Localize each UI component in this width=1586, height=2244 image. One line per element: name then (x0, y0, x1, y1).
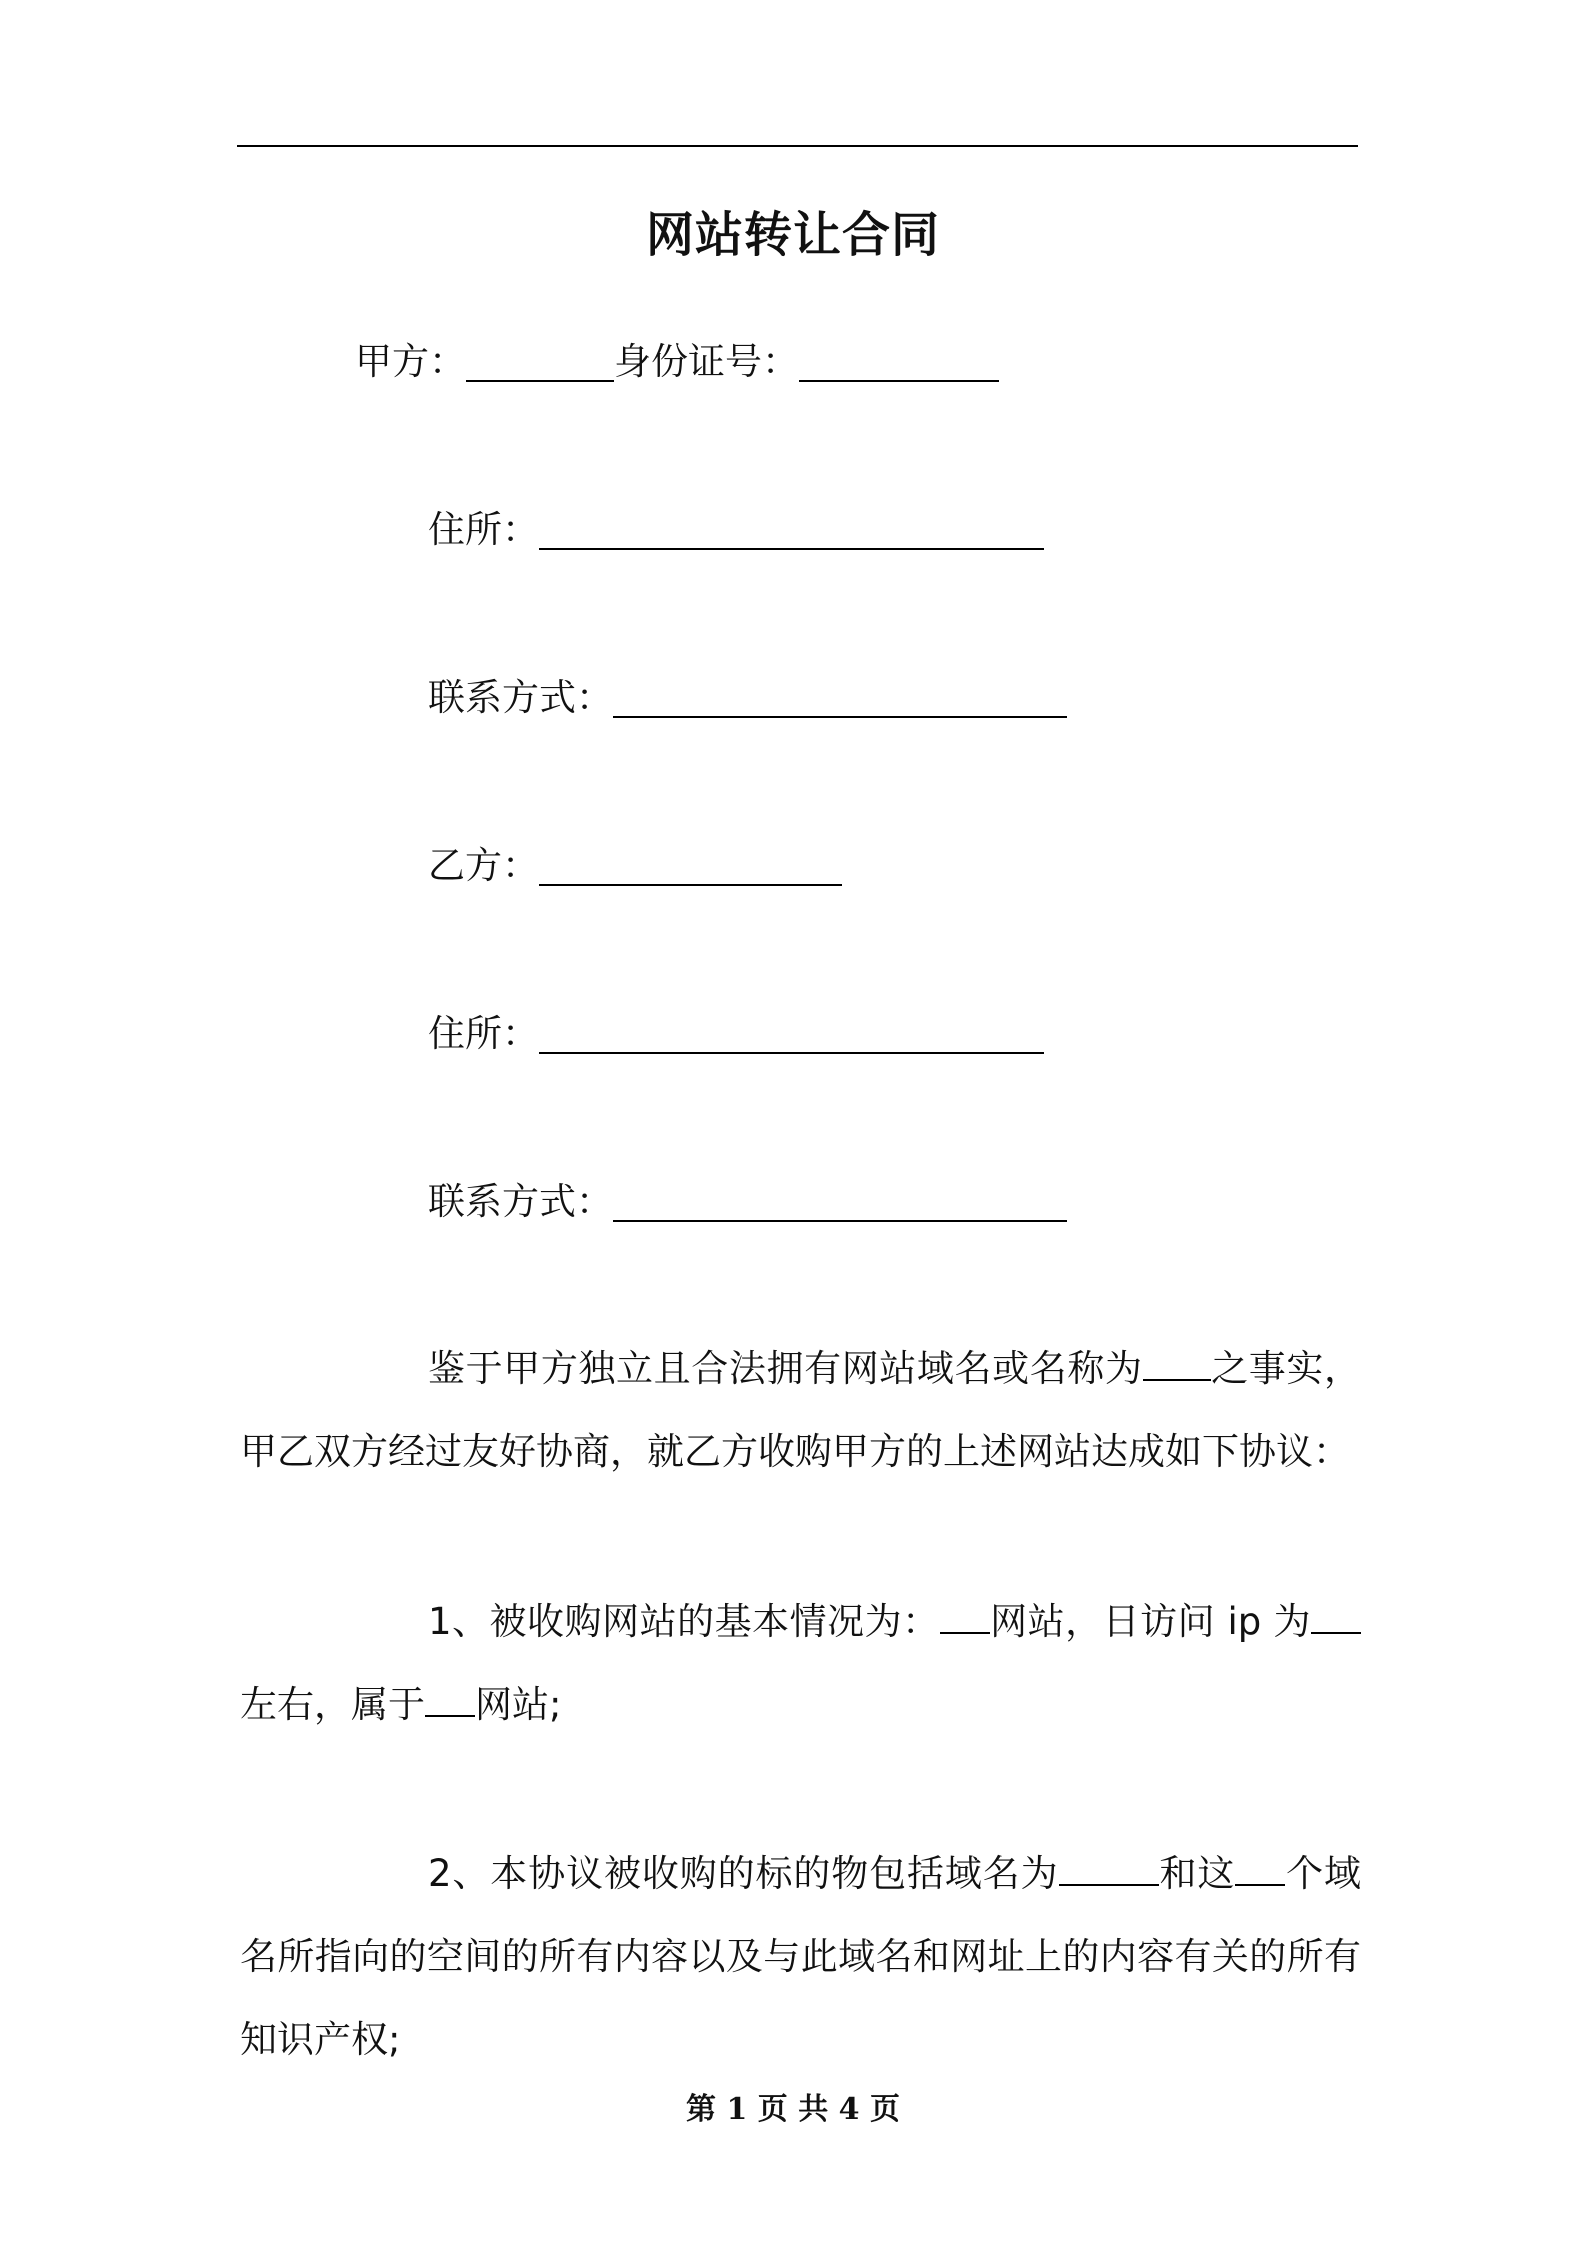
party-a-address-label: 住所： (428, 508, 539, 551)
party-b-name-row (428, 840, 842, 892)
clause-1-text-2: 网站，日访问 ip 为 (989, 1600, 1311, 1643)
party-a-address-row (428, 504, 1044, 556)
header-rule (237, 145, 1358, 147)
document-title: 网站转让合同 (645, 207, 940, 263)
clause-2-text-2: 和这 (1158, 1852, 1236, 1895)
party-a-id-blank[interactable] (799, 340, 999, 382)
party-b-contact-row (428, 1176, 1067, 1228)
clause-2-paragraph (240, 1832, 1361, 2081)
party-b-contact-label: 联系方式： (428, 1180, 613, 1223)
party-a-contact-label: 联系方式： (428, 676, 613, 719)
party-a-id-label: 身份证号： (614, 340, 799, 383)
party-a-name-label: 甲方： (355, 340, 466, 383)
website-category-blank[interactable] (425, 1679, 475, 1717)
preamble-text-1: 鉴于甲方独立且合法拥有网站域名或名称为 (428, 1347, 1143, 1390)
clause-1-text-3: 左右，属于 (240, 1683, 425, 1726)
preamble-paragraph (240, 1327, 1361, 1493)
daily-ip-blank[interactable] (1311, 1596, 1361, 1634)
party-a-address-blank[interactable] (539, 508, 1044, 550)
domain-name-blank[interactable] (1059, 1848, 1159, 1886)
party-b-name-label: 乙方： (428, 844, 539, 887)
party-a-contact-row (428, 672, 1067, 724)
domain-count-blank[interactable] (1235, 1848, 1285, 1886)
party-b-address-row (428, 1008, 1044, 1060)
party-b-address-label: 住所： (428, 1012, 539, 1055)
clause-1-text-1: 1、被收购网站的基本情况为： (428, 1600, 940, 1643)
clause-1-paragraph (240, 1580, 1361, 1746)
website-type-blank[interactable] (940, 1596, 990, 1634)
party-a-contact-blank[interactable] (613, 676, 1067, 718)
clause-1-text-4: 网站; (475, 1683, 562, 1726)
website-name-blank[interactable] (1143, 1343, 1211, 1381)
party-b-contact-blank[interactable] (613, 1180, 1067, 1222)
party-b-address-blank[interactable] (539, 1012, 1044, 1054)
preamble-text-2: 之事实，甲乙双方经过友好协商，就乙方收购甲方的上述网站达成如下协议： (240, 1347, 1362, 1473)
party-a-name-row (355, 336, 999, 388)
clause-2-text-1: 2、本协议被收购的标的物包括域名为 (428, 1852, 1059, 1895)
party-b-name-blank[interactable] (539, 844, 842, 886)
party-a-name-blank[interactable] (466, 340, 614, 382)
page-indicator: 第 1 页 共 4 页 (686, 2092, 900, 2127)
clause-2-text-3: 个域名所指向的空间的所有内容以及与此域名和网址上的内容有关的所有知识产权; (240, 1852, 1362, 2061)
